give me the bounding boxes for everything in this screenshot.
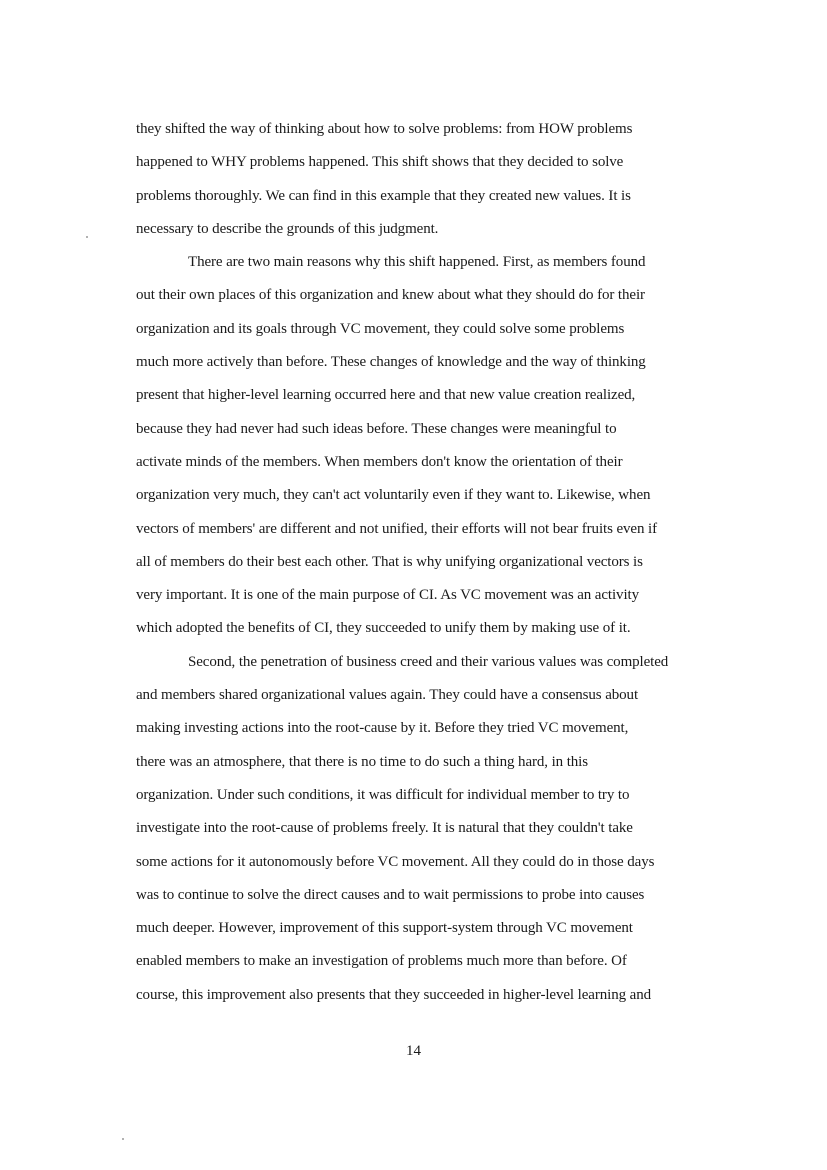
text-line: they shifted the way of thinking about how to solve problems: from HOW problems [136,121,633,137]
scan-speck [122,1138,124,1140]
text-line: necessary to describe the grounds of this judgment. [136,220,439,237]
text-line: investigate into the root-cause of problems freely. It is natural that they couldn't take [136,820,633,837]
text-line: very important. It is one of the main purpose of CI. As VC movement was an activity [136,587,639,604]
text-line: some actions for it autonomously before VC movement. All they could do in those days [136,853,655,870]
text-line: much deeper. However, improvement of this support-system through VC movement [136,920,633,937]
text-line-paragraph-start: There are two main reasons why this shift happened. First, as members found [188,254,646,271]
body-text [136,113,736,1012]
text-line: vectors of members' are different and not unified, their efforts will not bear fruits even if [136,520,658,537]
text-line-paragraph-start: Second, the penetration of business creed and their various values was completed [188,653,669,670]
text-line: making investing actions into the root-cause by it. Before they tried VC movement, [136,720,629,737]
text-line: organization and its goals through VC movement, they could solve some problems [136,320,625,337]
text-line: organization very much, they can't act voluntarily even if they want to. Likewise, when [136,487,651,504]
text-line: out their own places of this organization and knew about what they should do for their [136,287,645,304]
text-line: organization. Under such conditions, it was difficult for individual member to try to [136,786,630,803]
text-line: course, this improvement also presents that they succeeded in higher-level learning and [136,986,651,1003]
text-line: and members shared organizational values again. They could have a consensus about [136,687,639,704]
text-line: activate minds of the members. When members don't know the orientation of their [136,453,623,470]
text-line: present that higher-level learning occurred here and that new value creation realized, [136,387,636,404]
text-line: happened to WHY problems happened. This shift shows that they decided to solve [136,154,624,171]
text-line: there was an atmosphere, that there is no time to do such a thing hard, in this [136,753,588,770]
text-line: because they had never had such ideas before. These changes were meaningful to [136,420,617,437]
text-line: which adopted the benefits of CI, they succeeded to unify them by making use of it. [136,620,631,637]
page-number: 14 [406,1043,421,1059]
text-line: problems thoroughly. We can find in this example that they created new values. It is [136,187,631,204]
text-line: was to continue to solve the direct causes and to wait permissions to probe into causes [136,886,645,903]
scan-speck [86,236,88,238]
text-line: enabled members to make an investigation of problems much more than before. Of [136,953,627,970]
text-line: much more actively than before. These changes of knowledge and the way of thinking [136,354,646,371]
text-line: all of members do their best each other. That is why unifying organizational vectors is [136,553,643,570]
